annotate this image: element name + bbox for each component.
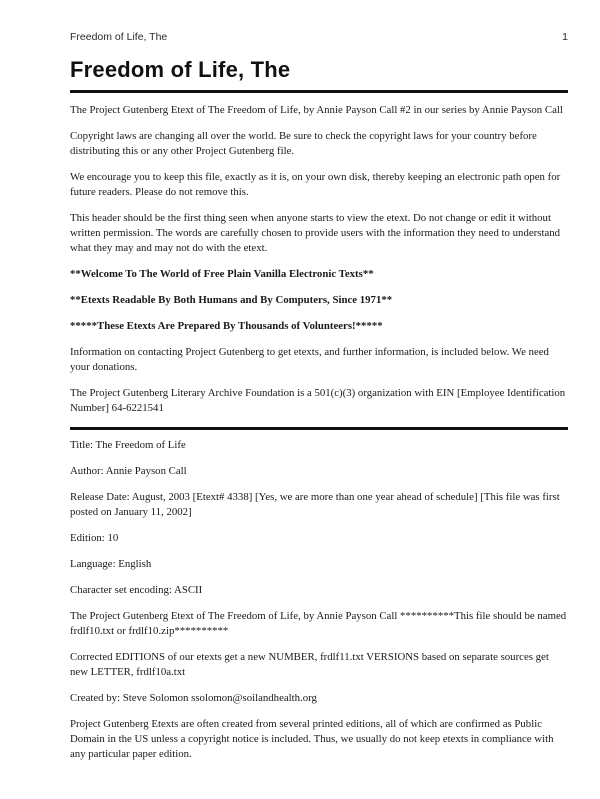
section-divider-rule xyxy=(70,427,568,430)
paragraph-header-notice: This header should be the first thing seen when anyone starts to view the etext. Do not change or edit it without written permission. The words are carefully chosen to provide users with the information they need to understand what they may and may not do with the etext. xyxy=(70,212,561,254)
paragraph-file-naming: The Project Gutenberg Etext of The Freedom of Life, by Annie Payson Call **********This file should be named frdlf10.txt or frdlf10.zip********** xyxy=(70,609,567,637)
metadata-edition-line: Edition: 10 xyxy=(70,531,119,544)
running-title: Freedom of Life, The xyxy=(70,31,168,43)
metadata-created-by-line: Created by: Steve Solomon ssolomon@soilandhealth.org xyxy=(70,691,317,704)
heading-welcome: **Welcome To The World of Free Plain Vanilla Electronic Texts** xyxy=(70,268,374,280)
metadata-language-line: Language: English xyxy=(70,557,152,570)
paragraph-contact-info: Information on contacting Project Gutenberg to get etexts, and further information, is included below. We need your donations. xyxy=(70,346,549,373)
metadata-release-date-line: Release Date: August, 2003 [Etext# 4338] [Yes, we are more than one year ahead of schedule] [This file was first posted on January 11, 2002] xyxy=(70,490,560,518)
metadata-author-line: Author: Annie Payson Call xyxy=(70,464,187,477)
paragraph-public-domain: Project Gutenberg Etexts are often created from several printed editions, all of which are confirmed as Public Domain in the US unless a copyright notice is included. Thus, we usually do not keep etexts in compliance with any particular paper edition. xyxy=(70,717,554,760)
paragraph-keep-file: We encourage you to keep this file, exactly as it is, on your own disk, thereby keeping an electronic path open for future readers. Please do not remove this. xyxy=(70,171,561,198)
page-header xyxy=(70,31,568,43)
paragraph-corrected-editions: Corrected EDITIONS of our etexts get a new NUMBER, frdlf11.txt VERSIONS based on separate sources get new LETTER, frdlf10a.txt xyxy=(70,650,549,678)
paragraph-gutenberg-etext: The Project Gutenberg Etext of The Freedom of Life, by Annie Payson Call #2 in our series by Annie Payson Call xyxy=(70,104,563,116)
document-title: Freedom of Life, The xyxy=(70,57,291,82)
page-number: 1 xyxy=(562,31,568,43)
metadata-title-line: Title: The Freedom of Life xyxy=(70,438,186,451)
title-rule xyxy=(70,90,568,93)
metadata-encoding-line: Character set encoding: ASCII xyxy=(70,583,203,596)
heading-readable: **Etexts Readable By Both Humans and By Computers, Since 1971** xyxy=(70,294,393,306)
paragraph-copyright-laws: Copyright laws are changing all over the world. Be sure to check the copyright laws for your country before distributing this or any other Project Gutenberg file. xyxy=(70,130,537,157)
heading-volunteers: *****These Etexts Are Prepared By Thousands of Volunteers!***** xyxy=(70,320,383,332)
paragraph-foundation-ein: The Project Gutenberg Literary Archive Foundation is a 501(c)(3) organization with EIN [Employee Identification Number] 64-6221541 xyxy=(70,387,566,414)
